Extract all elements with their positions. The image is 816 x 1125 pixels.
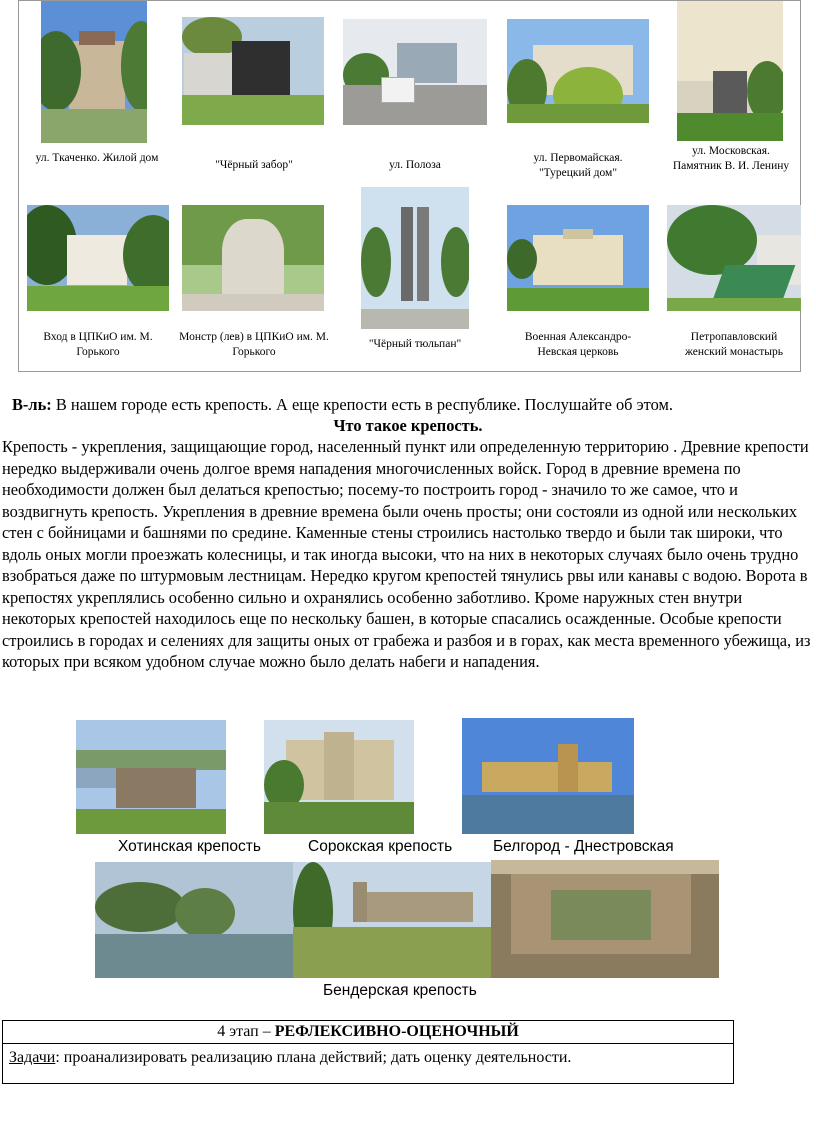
photo-peter-paul-monastery bbox=[667, 205, 801, 311]
caption-lenin-monument: ул. Московская. Памятник В. И. Ленину bbox=[672, 145, 790, 172]
caption-soroca-fortress: Сорокская крепость bbox=[308, 838, 453, 855]
stage-title: РЕФЛЕКСИВНО-ОЦЕНОЧНЫЙ bbox=[274, 1023, 519, 1040]
photo-belgorod-fortress bbox=[462, 718, 634, 834]
photo-park-entrance bbox=[27, 205, 169, 311]
photo-poloza-street bbox=[343, 19, 487, 125]
photo-khotyn-fortress bbox=[76, 720, 226, 834]
tasks-text: : проанализировать реализацию плана действий; дать оценку деятельности. bbox=[55, 1049, 572, 1066]
photo-black-fence bbox=[182, 17, 324, 125]
teacher-label: В-ль: bbox=[12, 395, 52, 414]
fortress-paragraph: Крепость - укрепления, защищающие город, населенный пункт или определенную территорию . Древние крепости нередко выдерживали очень долгое время нападения многочисленных войск. Город в древние времена по необходимости должен был делаться крепостью; посему-то построить город - значило то же самое, что и воздвигнуть крепость. Укрепления в древние времена были очень просты; они состояли из одной или нескольких стен с бойницами и башнями по средине. Каменные стены строились настолько твердо и были так широки, что вдоль оных могли проезжать колесницы, и так иногда высоки, что на них в некоторых случаях было очень трудно взобраться даже по штурмовым лестницам. Нередко кругом крепостей тянулись рвы или канавы с водою. Ворота в крепостях укреплялись особенно сильно и охранялись особенно заботливо. Кроме наружных стен внутри некоторых крепостей находилось еще по нескольку башен, в которые спасались осажденные. Особые крепости строились в городах и селениях для защиты оных от грабежа и разбоя и в горах, как места временного убежища, из которых при всяком удобном случае можно было делать набеги и нападения. bbox=[2, 437, 811, 671]
caption-black-tulip: "Чёрный тюльпан" bbox=[368, 338, 462, 350]
photo-bender-fortress-2 bbox=[293, 862, 491, 978]
caption-alexander-nevsky-church: Военная Александро-Невская церковь bbox=[524, 331, 632, 358]
caption-khotyn-fortress: Хотинская крепость bbox=[118, 838, 261, 855]
caption-poloza-street: ул. Полоза bbox=[389, 159, 441, 171]
caption-lion-monster: Монстр (лев) в ЦПКиО им. М. Горького bbox=[179, 331, 329, 358]
teacher-line bbox=[12, 394, 812, 416]
tasks-label: Задачи bbox=[9, 1049, 56, 1066]
photo-bender-fortress-1 bbox=[95, 862, 293, 978]
stage-table bbox=[2, 1020, 734, 1084]
caption-peter-paul-monastery: Петропавловский женский монастырь bbox=[684, 331, 784, 358]
caption-tkachenko-house: ул. Ткаченко. Жилой дом bbox=[35, 152, 159, 164]
landmark-photo-table bbox=[18, 0, 801, 372]
stage-heading bbox=[3, 1021, 733, 1044]
teacher-text: В нашем городе есть крепость. А еще крепости есть в республике. Послушайте об этом. bbox=[51, 395, 673, 414]
stage-prefix: 4 этап – bbox=[217, 1023, 275, 1040]
caption-belgorod-fortress: Белгород - Днестровская bbox=[493, 838, 674, 855]
section-title: Что такое крепость. bbox=[333, 416, 483, 435]
caption-black-fence: "Чёрный забор" bbox=[215, 159, 293, 171]
caption-park-entrance: Вход в ЦПКиО им. М. Горького bbox=[43, 331, 153, 358]
photo-bender-fortress-aerial bbox=[491, 860, 719, 978]
photo-alexander-nevsky-church bbox=[507, 205, 649, 311]
photo-lenin-monument bbox=[677, 1, 783, 141]
caption-bender-fortress: Бендерская крепость bbox=[323, 982, 477, 999]
caption-turkish-house: ул. Первомайская. "Турецкий дом" bbox=[533, 152, 623, 179]
photo-lion-monster bbox=[182, 205, 324, 311]
photo-black-tulip bbox=[361, 187, 469, 329]
photo-soroca-fortress bbox=[264, 720, 414, 834]
photo-tkachenko-house bbox=[41, 1, 147, 143]
photo-turkish-house bbox=[507, 19, 649, 123]
stage-tasks bbox=[9, 1048, 571, 1068]
